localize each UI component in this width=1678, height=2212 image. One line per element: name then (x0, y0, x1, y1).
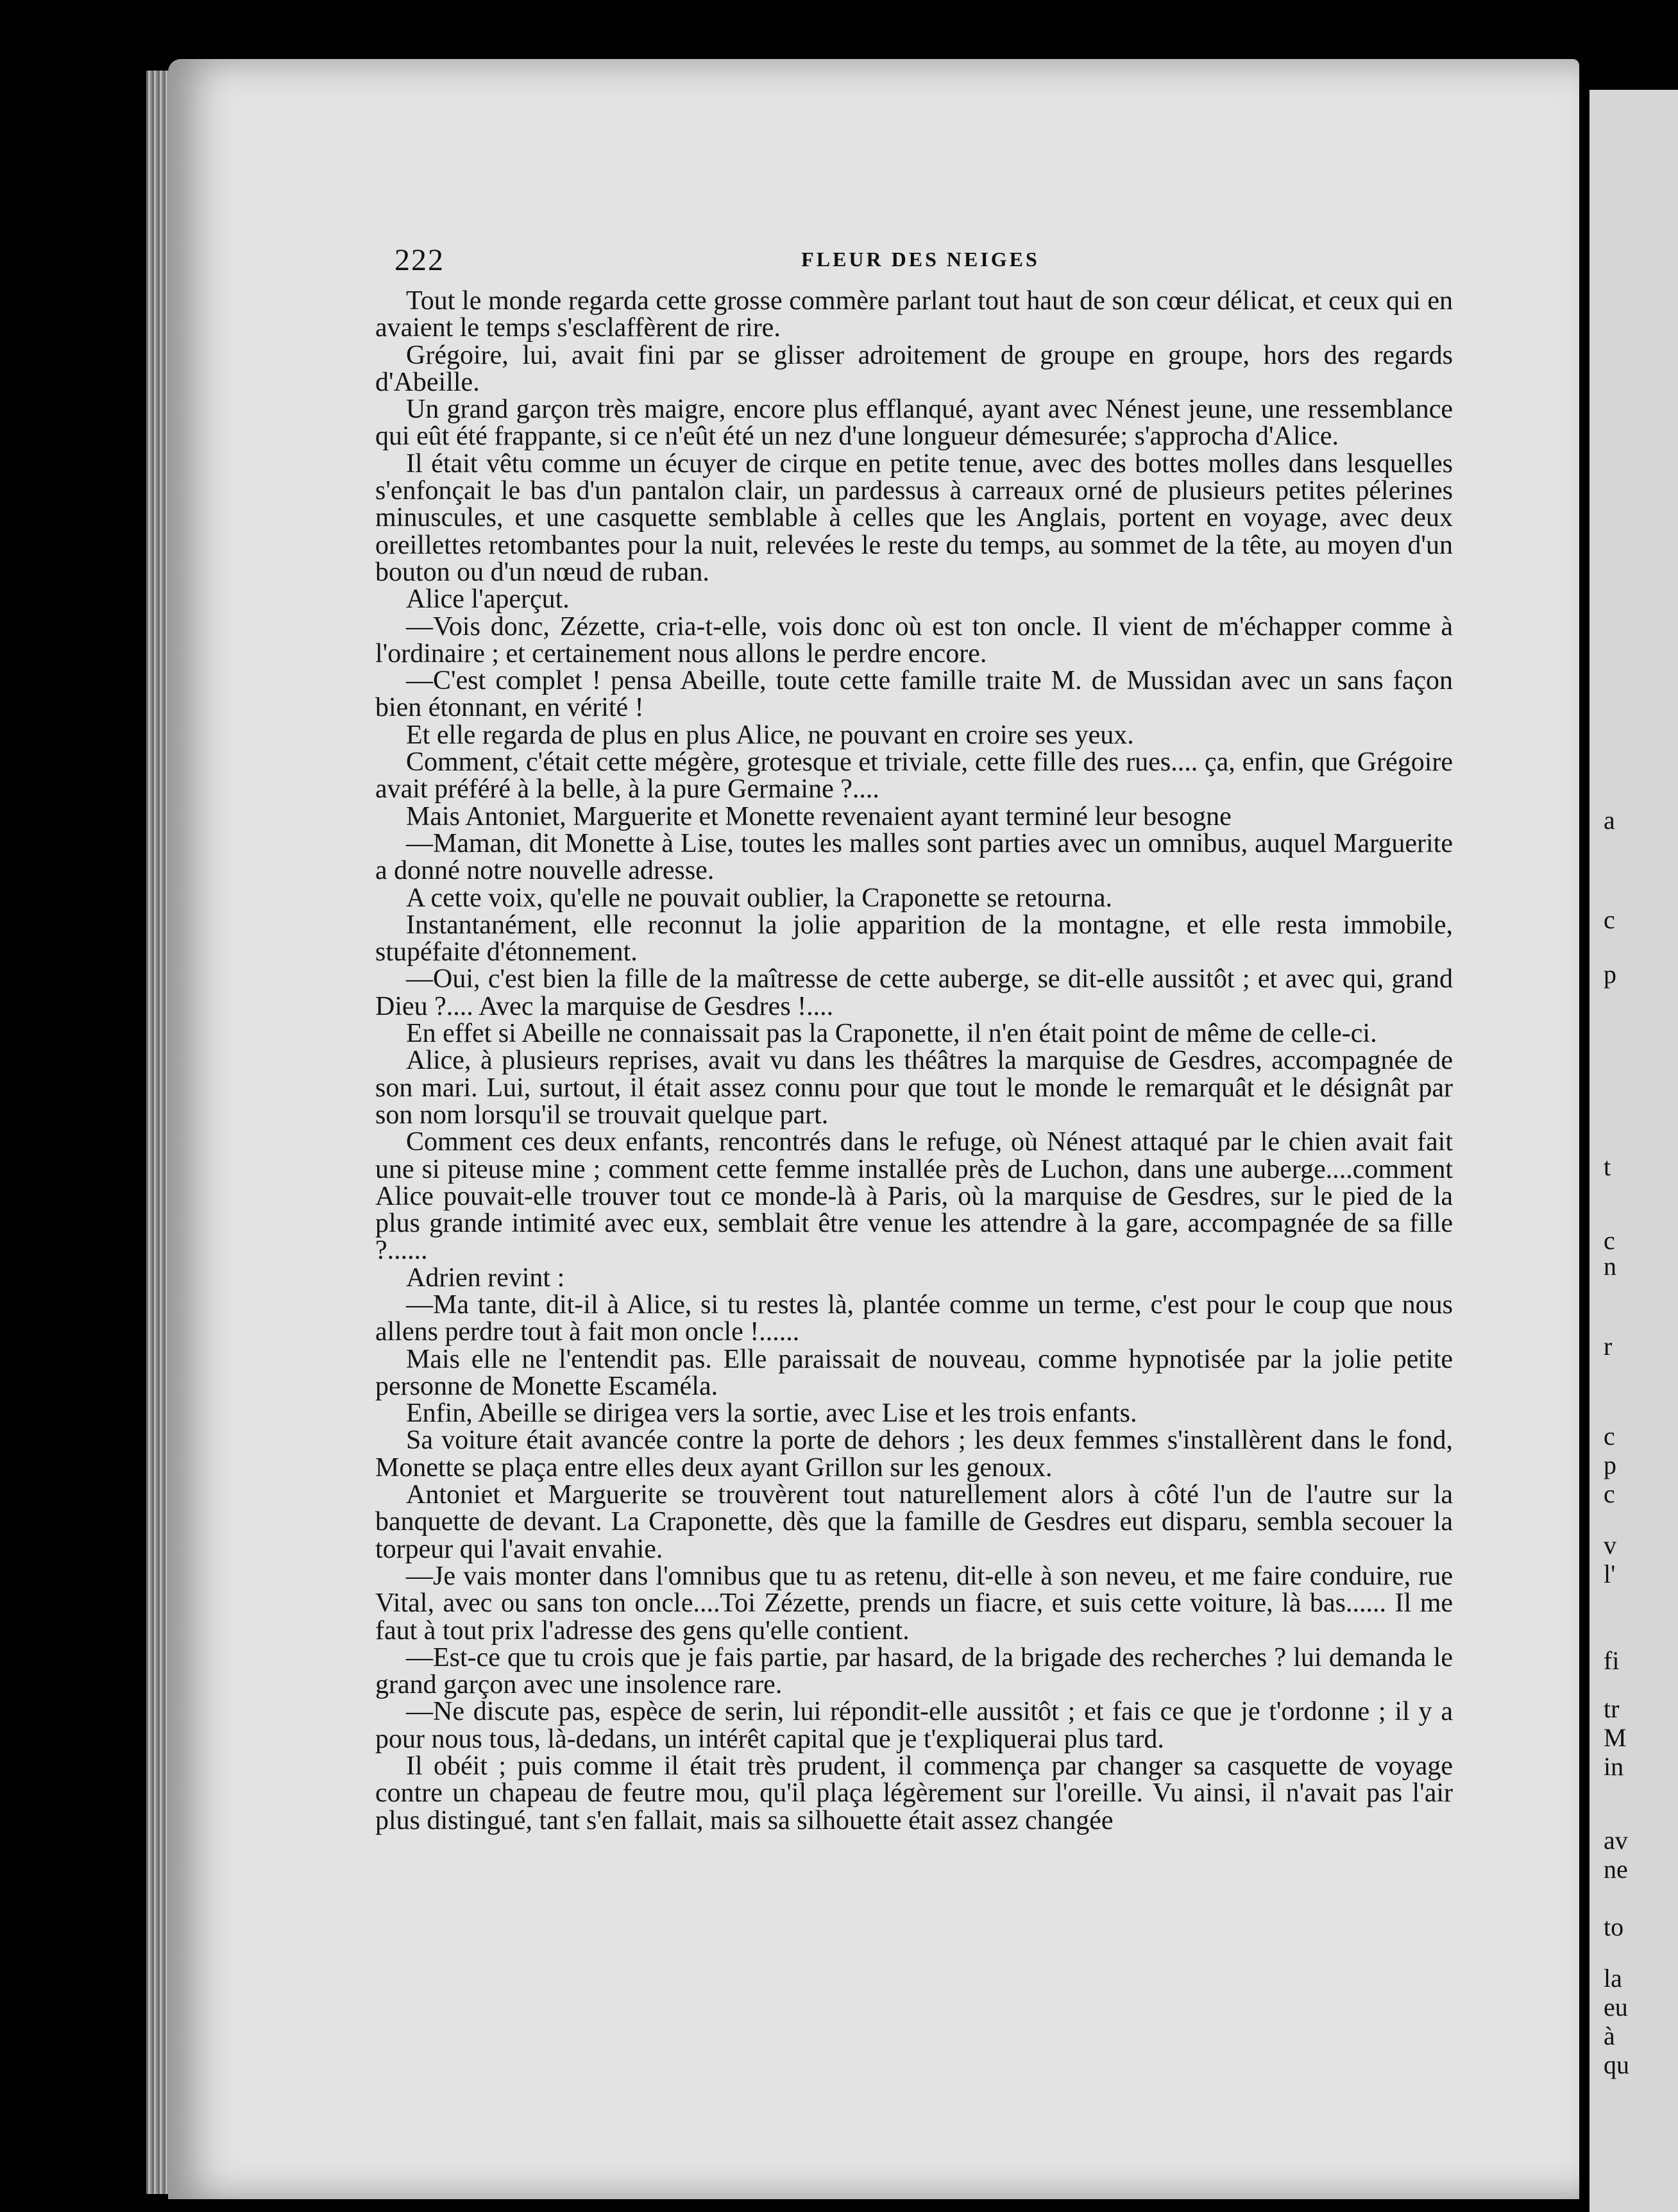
edge-letter: qu (1604, 2050, 1629, 2079)
edge-letter: fi (1604, 1646, 1620, 1675)
paragraph: Un grand garçon très maigre, encore plus efflanqué, ayant avec Nénest jeune, une ressemblance qui eût été frappante, si ce n'eût été un nez d'une longueur démesurée; s'approcha d'Alice. (375, 395, 1453, 452)
paragraph: Alice l'aperçut. (406, 584, 570, 615)
edge-letter: c (1604, 1422, 1615, 1451)
paragraph: Mais elle ne l'entendit pas. Elle paraissait de nouveau, comme hypnotisée par la jolie petite personne de Monette Escaméla. (375, 1344, 1453, 1401)
paragraph: Instantanément, elle reconnut la jolie apparition de la montagne, et elle resta immobile, stupéfaite d'étonnement. (375, 910, 1453, 967)
edge-letter: l' (1604, 1560, 1616, 1588)
edge-letter: n (1604, 1252, 1616, 1280)
paragraph: —Oui, c'est bien la fille de la maîtresse de cette auberge, se dit-elle aussitôt ; et avec qui, grand Dieu ?.... Avec la marquise de Gesdres !.... (375, 964, 1453, 1021)
paragraph: A cette voix, qu'elle ne pouvait oublier, la Craponette se retourna. (406, 883, 1113, 913)
paragraph: —Je vais monter dans l'omnibus que tu as retenu, dit-elle à son neveu, et me faire conduire, rue Vital, avec ou sans ton oncle....Toi Zézette, prends un fiacre, et suis cette voiture, là bas...... Il me faut à tout prix l'adresse des gens qu'elle contient. (375, 1561, 1453, 1646)
edge-letter: t (1604, 1152, 1611, 1181)
edge-letter: c (1604, 1479, 1615, 1508)
running-title: FLEUR DES NEIGES (801, 248, 1040, 271)
edge-letter: r (1604, 1332, 1613, 1361)
edge-letter: v (1604, 1531, 1616, 1560)
paragraph: —Maman, dit Monette à Lise, toutes les malles sont parties avec un omnibus, auquel Marguerite a donné notre nouvelle adresse. (375, 828, 1453, 886)
paragraph: En effet si Abeille ne connaissait pas la Craponette, il n'en était point de même de celle-ci. (406, 1019, 1377, 1049)
edge-letter: av (1604, 1826, 1628, 1855)
edge-letter: la (1604, 1964, 1622, 1993)
paragraph: Mais Antoniet, Marguerite et Monette revenaient ayant terminé leur besogne (406, 801, 1232, 831)
edge-letter: a (1604, 806, 1615, 835)
edge-letter: p (1604, 1451, 1616, 1479)
page-number: 222 (394, 243, 445, 277)
edge-letter: to (1604, 1912, 1624, 1941)
paragraph: Alice, à plusieurs reprises, avait vu dans les théâtres la marquise de Gesdres, accompagnée de son mari. Lui, surtout, il était assez connu pour que tout le monde le remarquât et le désignât par son nom lorsqu'il se trouvait quelque part. (375, 1046, 1453, 1130)
edge-letter: à (1604, 2021, 1615, 2050)
paragraph: Sa voiture était avancée contre la porte de dehors ; les deux femmes s'installèrent dans le fond, Monette se plaça entre elles deux ayant Grillon sur les genoux. (375, 1425, 1453, 1483)
edge-letter: tr (1604, 1694, 1620, 1723)
paragraph: Enfin, Abeille se dirigea vers la sortie, avec Lise et les trois enfants. (406, 1399, 1137, 1429)
edge-letter: p (1604, 960, 1616, 989)
body-text (375, 287, 1453, 1834)
paragraph: —Ma tante, dit-il à Alice, si tu restes là, plantée comme un terme, c'est pour le coup que nous allens perdre tout à fait mon oncle !...... (375, 1289, 1453, 1347)
paragraph: —C'est complet ! pensa Abeille, toute cette famille traite M. de Mussidan avec un sans façon bien étonnant, en vérité ! (375, 666, 1453, 723)
paragraph: —Ne discute pas, espèce de serin, lui répondit-elle aussitôt ; et fais ce que je t'ordonne ; il y a pour nous tous, là-dedans, un intérêt capital que je t'expliquerai plus tard. (375, 1697, 1453, 1754)
paragraph: Antoniet et Marguerite se trouvèrent tout naturellement alors à côté l'un de l'autre sur la banquette de devant. La Craponette, dès que la famille de Gesdres eut disparu, sembla secouer la torpeur qui l'avait envahie. (375, 1480, 1453, 1564)
paragraph: Comment, c'était cette mégère, grotesque et triviale, cette fille des rues.... ça, enfin, que Grégoire avait préféré à la belle, à la pure Germaine ?.... (375, 747, 1453, 804)
paragraph: Tout le monde regarda cette grosse commère parlant tout haut de son cœur délicat, et ceux qui en avaient le temps s'esclaffèrent de rire. (375, 286, 1453, 343)
edge-letter: c (1604, 1226, 1615, 1255)
paragraph: Adrien revint : (406, 1263, 565, 1293)
edge-letter: M (1604, 1723, 1627, 1752)
paragraph: Il était vêtu comme un écuyer de cirque en petite tenue, avec des bottes molles dans lesquelles s'enfonçait le bas d'un pantalon clair, un pardessus à carreaux orné de plusieurs petites pélerines minuscules, et une casquette semblable à celles que les Anglais, portent en voyage, avec deux oreillettes retombantes pour la nuit, relevées le reste du temps, au sommet de la tête, au moyen d'un bouton ou d'un nœud de ruban. (375, 448, 1453, 587)
edge-letter: eu (1604, 1993, 1628, 2021)
paragraph: Et elle regarda de plus en plus Alice, ne pouvant en croire ses yeux. (406, 720, 1134, 750)
paragraph: —Vois donc, Zézette, cria-t-elle, vois donc où est ton oncle. Il vient de m'échapper comme à l'ordinaire ; et certainement nous allons le perdre encore. (375, 611, 1453, 668)
edge-letter: in (1604, 1752, 1624, 1781)
paragraph: Grégoire, lui, avait fini par se glisser adroitement de groupe en groupe, hors des regards d'Abeille. (375, 340, 1453, 397)
edge-letter: c (1604, 905, 1615, 934)
page-header (394, 242, 1446, 281)
next-page-edge (1589, 90, 1678, 2212)
paragraph: —Est-ce que tu crois que je fais partie, par hasard, de la brigade des recherches ? lui demanda le grand garçon avec une insolence rare. (375, 1642, 1453, 1700)
edge-letter: ne (1604, 1855, 1628, 1884)
paragraph: Il obéit ; puis comme il était très prudent, il commença par changer sa casquette de voyage contre un chapeau de feutre mou, qu'il plaça légèrement sur l'oreille. Vu ainsi, il n'avait pas l'air plus distingué, tant s'en fallait, mais sa silhouette était assez changée (375, 1751, 1453, 1835)
paragraph: Comment ces deux enfants, rencontrés dans le refuge, où Nénest attaqué par le chien avait fait une si piteuse mine ; comment cette femme installée près de Luchon, dans une auberge....comment Alice pouvait-elle trouver tout ce monde-là à Paris, où la marquise de Gesdres, sur le pied de la plus grande intimité avec eux, semblait être venue les attendre à la gare, accompagnée de sa fille ?...... (375, 1127, 1453, 1266)
